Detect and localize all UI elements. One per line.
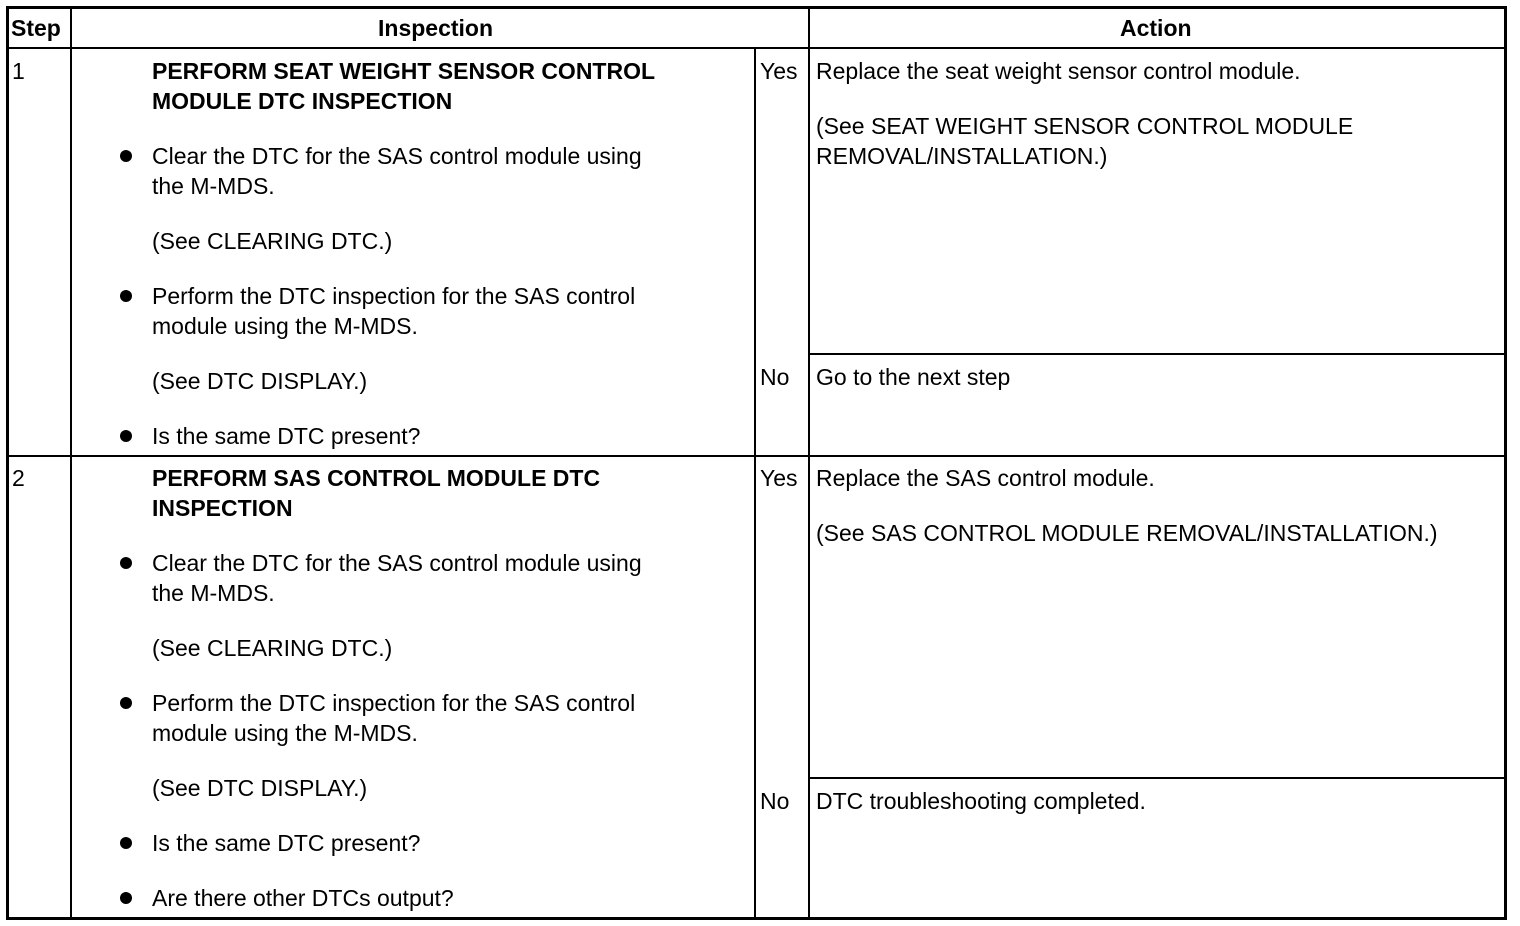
action-reference: REMOVAL/INSTALLATION.)	[816, 143, 1108, 169]
inspection-reference: (See DTC DISPLAY.)	[152, 368, 368, 394]
inspection-text: module using the M-MDS.	[152, 720, 418, 746]
inspection-reference: (See DTC DISPLAY.)	[152, 775, 368, 801]
action-reference: (See SEAT WEIGHT SENSOR CONTROL MODULE	[816, 113, 1354, 139]
header-step: Step	[11, 15, 61, 41]
bullet-icon	[120, 150, 132, 162]
bullet-icon	[120, 290, 132, 302]
inspection-text: the M-MDS.	[152, 173, 275, 199]
inspection-title: MODULE DTC INSPECTION	[152, 88, 453, 114]
bullet-icon	[120, 430, 132, 442]
yes-label: Yes	[760, 465, 798, 491]
bullet-icon	[120, 697, 132, 709]
inspection-text: the M-MDS.	[152, 580, 275, 606]
action-text: Replace the SAS control module.	[816, 465, 1155, 491]
row1-yes-no-divider	[809, 353, 1505, 355]
bullet-icon	[120, 837, 132, 849]
inspection-title: PERFORM SEAT WEIGHT SENSOR CONTROL	[152, 58, 656, 84]
no-label: No	[760, 364, 790, 390]
header-action: Action	[1120, 15, 1192, 41]
column-divider-yesno	[754, 48, 756, 918]
inspection-title: INSPECTION	[152, 495, 293, 521]
row-divider	[8, 455, 1505, 457]
yes-label: Yes	[760, 58, 798, 84]
inspection-text: Perform the DTC inspection for the SAS control	[152, 283, 636, 309]
step-number: 2	[12, 465, 25, 491]
inspection-text: Is the same DTC present?	[152, 830, 421, 856]
action-text: DTC troubleshooting completed.	[816, 788, 1146, 814]
step-number: 1	[12, 58, 25, 84]
inspection-text: Are there other DTCs output?	[152, 885, 454, 911]
action-reference: (See SAS CONTROL MODULE REMOVAL/INSTALLATION.)	[816, 520, 1438, 546]
inspection-reference: (See CLEARING DTC.)	[152, 228, 393, 254]
column-divider-action	[808, 8, 810, 918]
action-text: Replace the seat weight sensor control module.	[816, 58, 1301, 84]
bullet-icon	[120, 892, 132, 904]
inspection-text: module using the M-MDS.	[152, 313, 418, 339]
bullet-icon	[120, 557, 132, 569]
row2-yes-no-divider	[809, 777, 1505, 779]
inspection-title: PERFORM SAS CONTROL MODULE DTC	[152, 465, 601, 491]
no-label: No	[760, 788, 790, 814]
header-divider	[8, 47, 1505, 49]
column-divider-step	[70, 8, 72, 918]
inspection-text: Clear the DTC for the SAS control module using	[152, 550, 642, 576]
inspection-text: Clear the DTC for the SAS control module using	[152, 143, 642, 169]
inspection-text: Perform the DTC inspection for the SAS control	[152, 690, 636, 716]
inspection-text: Is the same DTC present?	[152, 423, 421, 449]
action-text: Go to the next step	[816, 364, 1011, 390]
header-inspection: Inspection	[378, 15, 494, 41]
inspection-reference: (See CLEARING DTC.)	[152, 635, 393, 661]
